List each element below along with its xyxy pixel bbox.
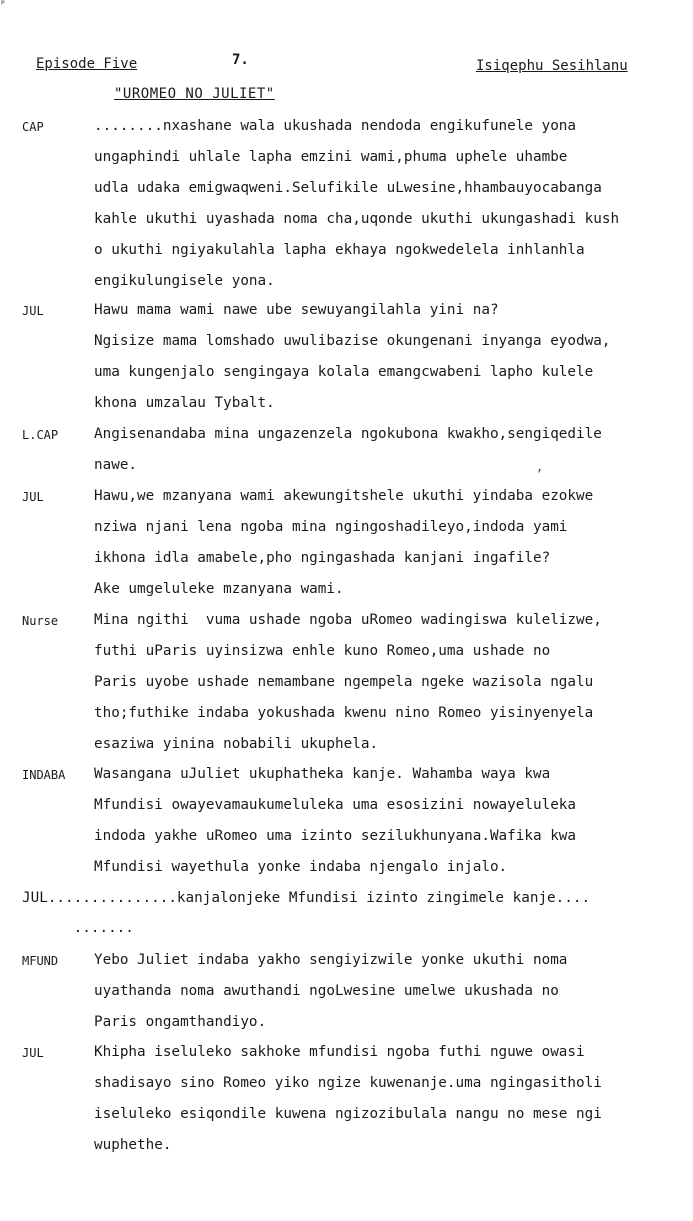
- speech-line: o ukuthi ngiyakulahla lapha ekhaya ngokwedelela inhlanhla: [94, 242, 585, 258]
- speech-line: udla udaka emigwaqweni.Selufikile uLwesine,hhambauyocabanga: [94, 180, 602, 196]
- speech-line: Mina ngithi vuma ushade ngoba uRomeo wadingiswa kulelizwe,: [94, 612, 602, 628]
- speech-line: kahle ukuthi uyashada noma cha,uqonde ukuthi ukungashadi kush: [94, 211, 620, 227]
- speaker-label: JUL: [22, 490, 44, 504]
- speech-line: tho;futhike indaba yokushada kwenu nino Romeo yisinyenyela: [94, 705, 594, 721]
- speech-line: iseluleko esiqondile kuwena ngizozibulala nangu no mese ngi: [94, 1106, 602, 1122]
- speech-line: Ngisize mama lomshado uwulibazise okungenani inyanga eyodwa,: [94, 333, 611, 349]
- speaker-label: Nurse: [22, 614, 59, 628]
- speech-line: Hawu,we mzanyana wami akewungitshele ukuthi yindaba ezokwe: [94, 488, 594, 504]
- speech-line: JUL...............kanjalonjeke Mfundisi izinto zingimele kanje....: [22, 890, 591, 906]
- speech-line: shadisayo sino Romeo yiko ngize kuwenanje.uma ngingasitholi: [94, 1075, 602, 1091]
- speech-line: futhi uParis uyinsizwa enhle kuno Romeo,uma ushade no: [94, 643, 551, 659]
- play-title: "UROMEO NO JULIET": [114, 86, 275, 102]
- episode-label-zulu: Isiqephu Sesihlanu: [476, 58, 628, 74]
- speech-line: ungaphindi uhlale lapha emzini wami,phuma uphele uhambe: [94, 149, 568, 165]
- stray-mark: ,: [536, 460, 544, 474]
- speaker-label: L.CAP: [22, 428, 59, 442]
- speaker-label: CAP: [22, 120, 44, 134]
- speech-line: indoda yakhe uRomeo uma izinto sezilukhunyana.Wafika kwa: [94, 828, 577, 844]
- speech-line: Paris uyobe ushade nemambane ngempela ngeke wazisola ngalu: [94, 674, 594, 690]
- speech-line: ........nxashane wala ukushada nendoda engikufunele yona: [94, 118, 577, 134]
- page-number: 7.: [232, 52, 249, 68]
- speech-line: khona umzalau Tybalt.: [94, 395, 275, 411]
- speech-line: Mfundisi wayethula yonke indaba njengalo injalo.: [94, 859, 508, 875]
- corner-mark: ᴾ: [0, 0, 7, 11]
- speech-line: engikulungisele yona.: [94, 273, 275, 289]
- speech-line: Khipha iseluleko sakhoke mfundisi ngoba futhi nguwe owasi: [94, 1044, 585, 1060]
- speech-line: uma kungenjalo sengingaya kolala emangcwabeni lapho kulele: [94, 364, 594, 380]
- speech-line: esaziwa yinina nobabili ukuphela.: [94, 736, 379, 752]
- speech-line: Paris ongamthandiyo.: [94, 1014, 267, 1030]
- speech-line: nziwa njani lena ngoba mina ngingoshadileyo,indoda yami: [94, 519, 568, 535]
- speaker-label: JUL: [22, 1046, 44, 1060]
- speech-line: Wasangana uJuliet ukuphatheka kanje. Wahamba waya kwa: [94, 766, 551, 782]
- speech-line: wuphethe.: [94, 1137, 172, 1153]
- speech-line: nawe.: [94, 457, 138, 473]
- speech-line: Yebo Juliet indaba yakho sengiyizwile yonke ukuthi noma: [94, 952, 568, 968]
- speech-line: uyathanda noma awuthandi ngoLwesine umelwe ukushada no: [94, 983, 559, 999]
- speech-line: ikhona idla amabele,pho ngingashada kanjani ingafile?: [94, 550, 551, 566]
- speech-line: Hawu mama wami nawe ube sewuyangilahla yini na?: [94, 302, 499, 318]
- speech-line: Ake umgeluleke mzanyana wami.: [94, 581, 344, 597]
- speaker-label: JUL: [22, 304, 44, 318]
- speaker-label: INDABA: [22, 768, 66, 782]
- episode-label: Episode Five: [36, 56, 138, 72]
- speaker-label: MFUND: [22, 954, 59, 968]
- speech-line: .......: [22, 920, 134, 936]
- speech-line: Mfundisi owayevamaukumeluleka uma esosizini nowayeluleka: [94, 797, 577, 813]
- speech-line: Angisenandaba mina ungazenzela ngokubona kwakho,sengiqedile: [94, 426, 602, 442]
